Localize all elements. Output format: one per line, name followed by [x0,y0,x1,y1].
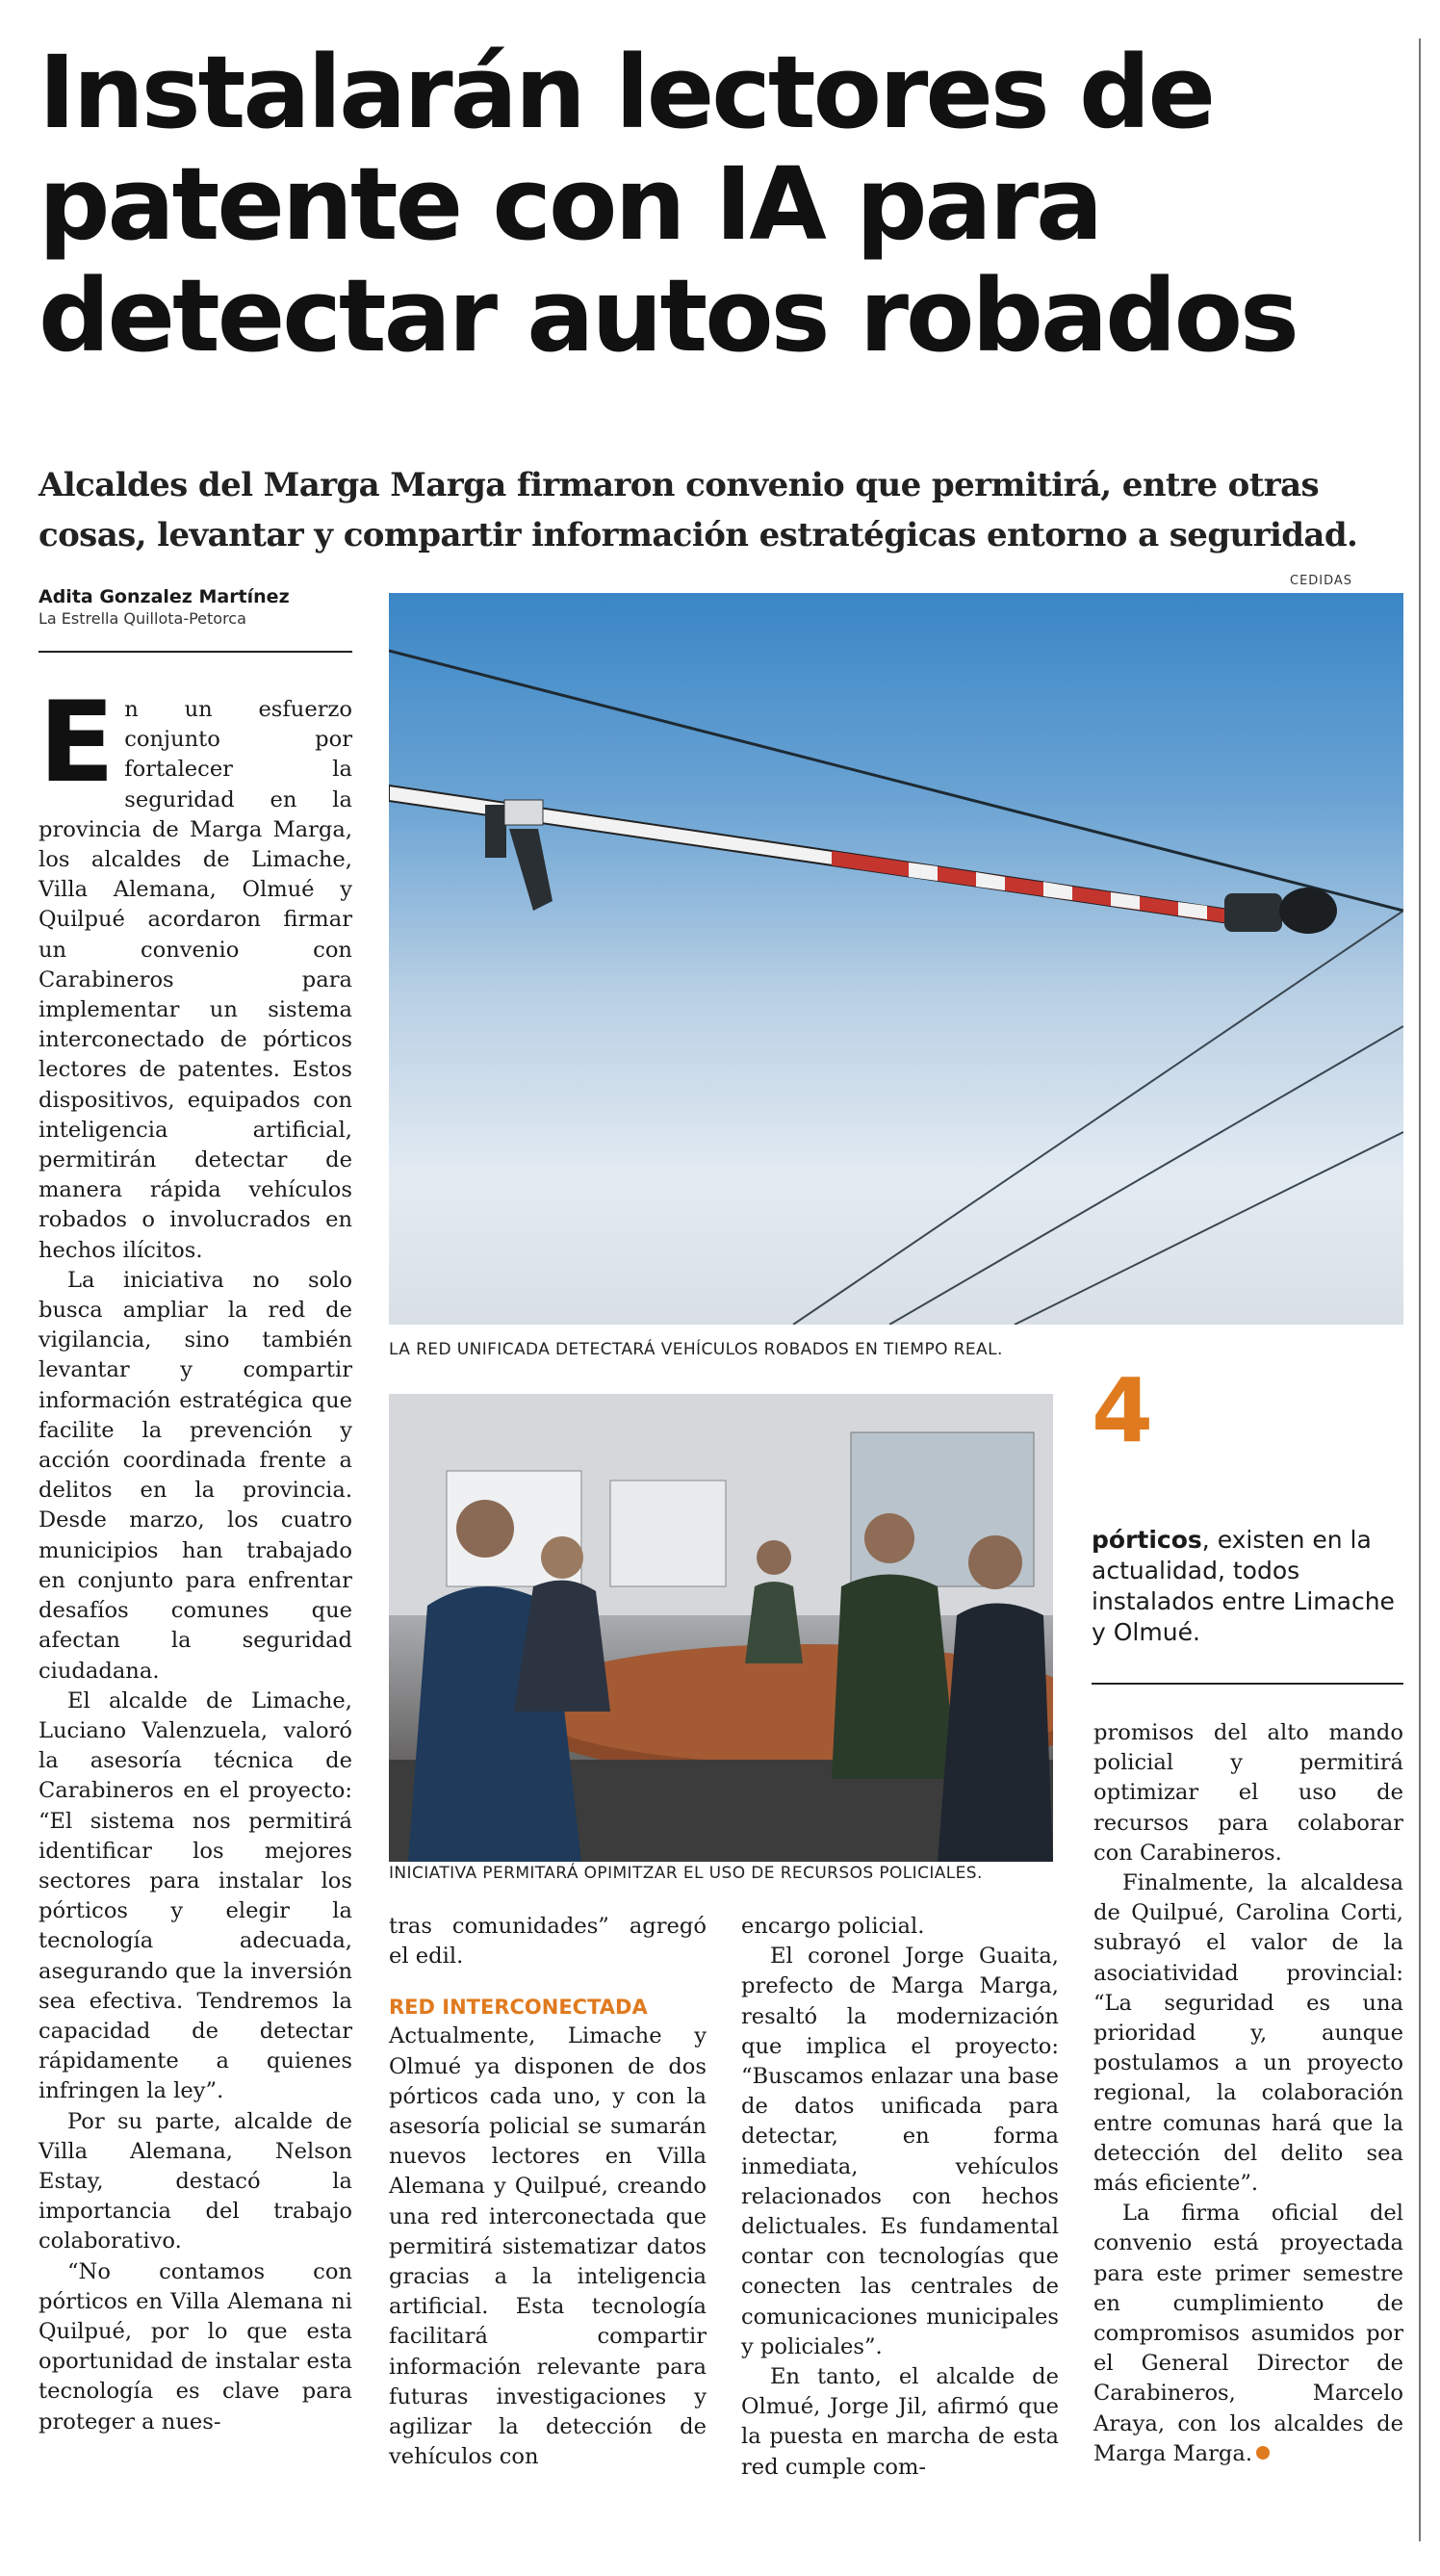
article-deck: Alcaldes del Marga Marga firmaron convenio que permitirá, entre otras cosas, levantar y compartir información estratégicas entorno a seguridad. [39,466,1358,554]
photo-caption-2: INICIATIVA PERMITARÁ OPIMITZAR EL USO DE RECURSOS POLICIALES. [389,1864,983,1883]
body-column-1 [39,678,352,2437]
page-side-rule [1419,39,1421,2541]
body-paragraph: La iniciativa no solo busca ampliar la red de vigilancia, sino también levantar y compartir información estratégica que facilite la prevención y acción coordinada frente a delitos en la provincia. Desde marzo, los cuatro municipios han trabajado en conjunto para enfrentar desafíos comunes que afectan la seguridad ciudadana. [39,1267,352,1684]
byline-divider [39,651,352,653]
body-column-3 [741,1912,1059,2483]
stat-text [1092,1525,1401,1648]
photo-credit: CEDIDAS [1290,574,1353,588]
body-paragraph: El coronel Jorge Guaita, prefecto de Marga Marga, resaltó la modernización que implica el proyecto: “Buscamos enlazar una base de datos unificada para detectar, en forma inmediata, vehículos relacionados con hechos delictuales. Es fundamental contar con tecnologías que conecten las centrales de comunicaciones municipales y policiales”. [741,1944,1059,2359]
body-paragraph [1093,2199,1403,2469]
body-paragraph [39,678,352,1266]
photo-license-plate-reader [389,593,1403,1325]
byline [39,585,352,630]
stat-description: , existen en la actualidad, todos instalados entre Limache y Olmué. [1092,1526,1395,1646]
body-paragraph: En tanto, el alcalde de Olmué, Jorge Jil, afirmó que la puesta en marcha de esta red cumple com- [741,2364,1059,2480]
body-column-2 [389,1912,707,2472]
stat-number: 4 [1092,1359,1154,1462]
body-paragraph: Finalmente, la alcaldesa de Quilpué, Carolina Corti, subrayó el valor de la asociatividad provincial: “La seguridad es una prioridad y, aunque postulamos a un proyecto regional, la colaboración entre comunas hará que la detección del delito sea más eficiente”. [1093,1870,1403,2197]
publication-name: La Estrella Quillota-Petorca [39,609,246,628]
stat-bold-word: pórticos [1092,1526,1202,1554]
paragraph-text: n un esfuerzo conjunto por fortalecer la seguridad en la provincia de Marga Marga, los alcaldes de Limache, Villa Alemana, Olmué y Quilpué acordaron firmar un convenio con Carabineros para implementar un sistema interconectado de pórticos lectores de patentes. Estos dispositivos, equipados con inteligencia artificial, permitirán detectar de manera rápida vehículos robados o involucrados en hechos ilícitos. [39,697,352,1263]
body-paragraph: Por su parte, alcalde de Villa Alemana, Nelson Estay, destacó la importancia del trabajo colaborativo. [39,2108,352,2254]
body-column-4 [1093,1718,1403,2469]
photo-caption-1: LA RED UNIFICADA DETECTARÁ VEHÍCULOS ROBADOS EN TIEMPO REAL. [389,1340,1003,1359]
photo-meeting-room [389,1394,1053,1862]
section-subhead: RED INTERCONECTADA [389,1996,648,2020]
paragraph-text: La firma oficial del convenio está proyectada para este primer semestre en cumplimiento de compromisos asumidos por el General Director de Carabineros, Marcelo Araya, con los alcaldes de Marga Marga. [1093,2201,1403,2466]
body-paragraph: promisos del alto mando policial y permitirá optimizar el uso de recursos para colaborar con Carabineros. [1093,1720,1403,1866]
body-paragraph: “No contamos con pórticos en Villa Alemana ni Quilpué, por lo que esta oportunidad de instalar esta tecnología es clave para proteger a nues- [39,2258,352,2434]
author-name: Adita Gonzalez Martínez [39,586,290,607]
body-paragraph: El alcalde de Limache, Luciano Valenzuela, valoró la asesoría técnica de Carabineros en el proyecto: “El sistema nos permitirá identificar los mejores sectores para instalar los pórticos y elegir la tecnología adecuada, asegurando que la inversión sea efectiva. Tendremos la capacidad de detectar rápidamente a quienes infringen la ley”. [39,1687,352,2104]
dropcap-letter: E [39,678,116,808]
article-headline: Instalarán lectores de patente con IA para detectar autos robados [39,34,1297,374]
body-paragraph: encargo policial. [741,1914,925,1939]
body-paragraph: Actualmente, Limache y Olmué ya disponen de dos pórticos cada uno, y con la asesoría policial se sumarán nuevos lectores en Villa Alemana y Quilpué, creando una red interconectada que permitirá sistematizar datos gracias a la inteligencia artificial. Esta tecnología facilitará compartir información relevante para futuras investigaciones y agilizar la detección de vehículos con [389,2023,707,2470]
body-paragraph: tras comunidades” agregó el edil. [389,1914,707,1970]
stat-divider [1092,1683,1403,1685]
end-mark-icon [1256,2446,1270,2460]
